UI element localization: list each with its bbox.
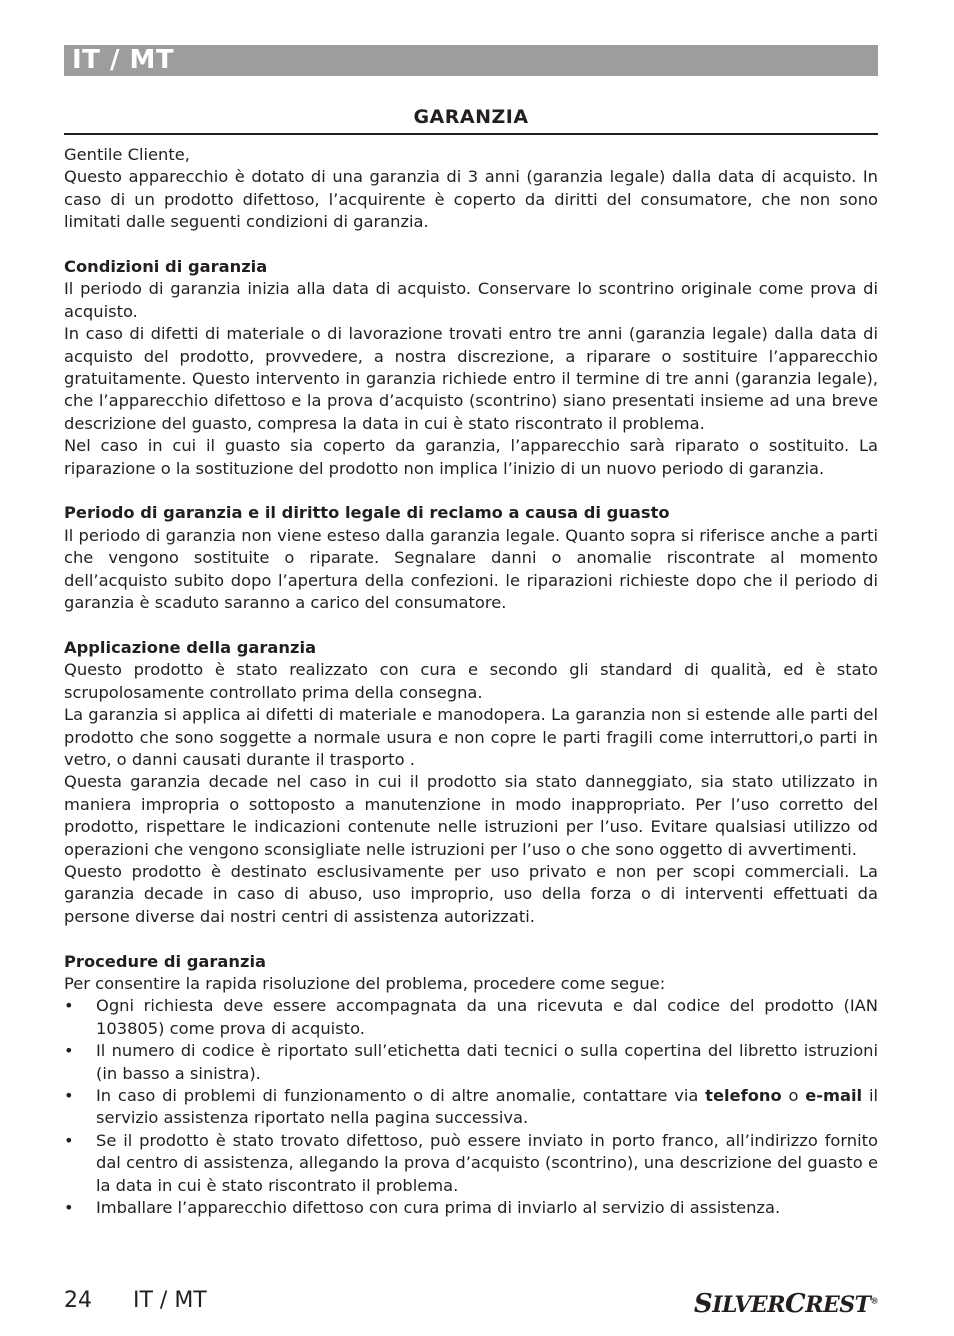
period-p1: Il periodo di garanzia non viene esteso dalla garanzia legale. Quanto sopra si riferisce anche a parti che vengono sostituite o riparate. Segnalare danni o anomalie riscontrate al momento dell’acquisto subito dopo l’apertura della confezioni. le riparazioni richieste dopo che il periodo di garanzia è scaduto saranno a carico del consumatore. <box>64 525 878 613</box>
page-title: GARANZIA <box>413 106 529 128</box>
bullet-icon: • <box>64 996 74 1016</box>
list-item: • Imballare l’apparecchio difettoso con cura prima di inviarlo al servizio di assistenza. <box>64 1197 878 1219</box>
list-item: • Ogni richiesta deve essere accompagnata da una ricevuta e dal codice del prodotto (IAN 103805) come prova di acquisto. <box>64 996 878 1038</box>
list-item: • Se il prodotto è stato trovato difettoso, può essere inviato in porto franco, all’indirizzo fornito dal centro di assistenza, allegando la prova d’acquisto (scontrino), una descrizione del guasto e la data in cui è stato riscontrato il problema. <box>64 1130 878 1195</box>
email-emphasis: e-mail <box>805 1086 863 1105</box>
footer-lang-label: IT / MT <box>133 1288 207 1313</box>
bullet-icon: • <box>64 1130 74 1150</box>
conditions-heading: Condizioni di garanzia <box>64 257 268 277</box>
application-p3: Questa garanzia decade nel caso in cui il prodotto sia stato danneggiato, sia stato utilizzato in maniera impropria o sottoposto a manutenzione in modo inappropriato. Per l’uso corretto del prodotto, rispettare le indicazioni contenute nelle istruzioni per l’uso. Evitare qualsiasi utilizzo od operazioni che vengono sconsigliate nelle istruzioni per l’uso o che sono oggetto di avvertimenti. <box>64 772 878 859</box>
application-p1: Questo prodotto è stato realizzato con cura e secondo gli standard di qualità, ed è stato scrupolosamente controllato prima della consegna. <box>64 660 878 702</box>
procedure-heading: Procedure di garanzia <box>64 951 267 971</box>
conditions-p1: Il periodo di garanzia inizia alla data di acquisto. Conservare lo scontrino originale come prova di acquisto. <box>64 279 878 321</box>
application-p4: Questo prodotto è destinato esclusivamente per uso privato e non per scopi commerciali. La garanzia decade in caso di abuso, uso improprio, uso della forza o di interventi effettuati da persone diverse dai nostri centri di assistenza autorizzati. <box>64 861 878 926</box>
title-divider <box>64 133 878 135</box>
list-item: • Il numero di codice è riportato sull’etichetta dati tecnici o sulla copertina del libretto istruzioni (in basso a sinistra). <box>64 1041 878 1083</box>
bullet-icon: • <box>64 1041 74 1061</box>
document-body <box>64 144 878 1219</box>
application-heading: Applicazione della garanzia <box>64 637 317 657</box>
list-item: • In caso di problemi di funzionamento o di altre anomalie, contattare via telefono o e-mail il servizio assistenza riportato nella pagina successiva. <box>64 1086 878 1128</box>
section-header-bar <box>64 45 878 76</box>
greeting: Gentile Cliente, <box>64 145 190 164</box>
bullet-icon: • <box>64 1086 74 1105</box>
header-label: IT / MT <box>72 45 175 75</box>
phone-emphasis: telefono <box>705 1086 782 1105</box>
page-number: 24 <box>64 1288 92 1313</box>
bullet-icon: • <box>64 1198 74 1218</box>
procedure-intro: Per consentire la rapida risoluzione del problema, procedere come segue: <box>64 973 666 993</box>
conditions-p2: In caso di difetti di materiale o di lavorazione trovati entro tre anni (garanzia legale) dalla data di acquisto del prodotto, provvedere, a nostra discrezione, a riparare o sostituire l’apparecchio gratuitamente. Questo intervento in garanzia richiede entro il termine di tre anni (garanzia legale), che l’apparecchio difettoso e la prova d’acquisto (scontrino) siano presentati insieme ad una breve descrizione del guasto, compresa la data in cui è stato riscontrato il problema. <box>64 324 878 433</box>
procedure-list <box>64 995 878 1219</box>
conditions-p3: Nel caso in cui il guasto sia coperto da garanzia, l’apparecchio sarà riparato o sostituito. La riparazione o la sostituzione del prodotto non implica l’inizio di un nuovo periodo di garanzia. <box>64 436 878 478</box>
period-heading: Periodo di garanzia e il diritto legale di reclamo a causa di guasto <box>64 503 670 523</box>
silvercrest-logo: SILVERCREST® <box>693 1289 878 1319</box>
application-p2: La garanzia si applica ai difetti di materiale e manodopera. La garanzia non si estende alle parti del prodotto che sono soggette a normale usura e non copre le parti fragili come interruttori,o parti in vetro, o danni causati durante il trasporto . <box>64 705 878 769</box>
intro-paragraph: Questo apparecchio è dotato di una garanzia di 3 anni (garanzia legale) dalla data di acquisto. In caso di un prodotto difettoso, l’acquirente è coperto da diritti del consumatore, che non sono limitati dalle seguenti condizioni di garanzia. <box>64 167 878 232</box>
page-footer <box>64 1288 207 1313</box>
